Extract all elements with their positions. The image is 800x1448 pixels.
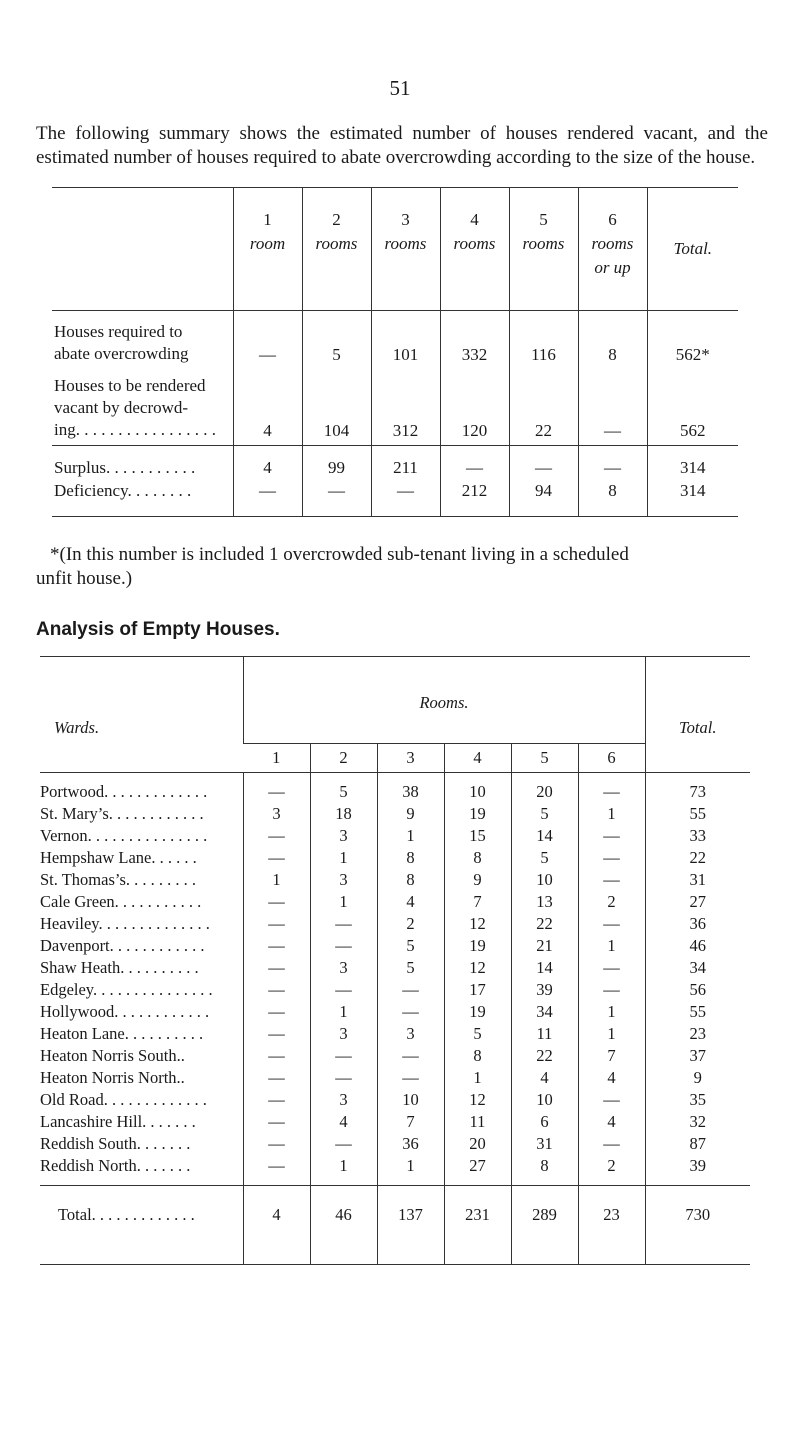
table-row: [40, 1155, 750, 1186]
summary-cell: 99: [302, 446, 371, 480]
summary-row: [52, 446, 738, 480]
room-count-cell: 1: [578, 935, 645, 957]
room-count-cell: 19: [444, 1001, 511, 1023]
room-count-cell: —: [243, 1023, 310, 1045]
summary-total-header: Total.: [647, 188, 738, 311]
room-count-cell: 20: [444, 1133, 511, 1155]
room-count-cell: —: [310, 913, 377, 935]
room-count-cell: 3: [310, 957, 377, 979]
room-count-cell: 11: [511, 1023, 578, 1045]
ward-total-cell: 32: [645, 1111, 750, 1133]
room-count-cell: —: [310, 1045, 377, 1067]
room-count-cell: 21: [511, 935, 578, 957]
room-count-cell: —: [578, 979, 645, 1001]
ward-total-cell: 46: [645, 935, 750, 957]
summary-table: [52, 187, 738, 517]
room-count-cell: 5: [444, 1023, 511, 1045]
room-count-cell: 1: [310, 891, 377, 913]
room-count-cell: 8: [377, 869, 444, 891]
total-cell: 231: [444, 1186, 511, 1265]
ward-name: Hempshaw Lane. . . . . .: [40, 848, 197, 867]
room-count-cell: 5: [511, 847, 578, 869]
room-count-cell: 1: [377, 1155, 444, 1186]
total-cell: 289: [511, 1186, 578, 1265]
table-row: [40, 847, 750, 869]
room-count-cell: 1: [377, 825, 444, 847]
room-count-cell: 3: [243, 803, 310, 825]
room-count-cell: 8: [444, 1045, 511, 1067]
room-count-cell: 34: [511, 1001, 578, 1023]
room-count-cell: 1: [578, 803, 645, 825]
room-count-cell: 10: [444, 773, 511, 804]
room-count-cell: 8: [377, 847, 444, 869]
room-count-cell: 39: [511, 979, 578, 1001]
summary-cell: 8: [578, 479, 647, 517]
section-heading: Analysis of Empty Houses.: [36, 619, 280, 640]
summary-cell: 312: [371, 365, 440, 446]
summary-cell: 212: [440, 479, 509, 517]
ward-total-cell: 55: [645, 803, 750, 825]
room-count-cell: —: [243, 825, 310, 847]
room-count-cell: —: [578, 869, 645, 891]
summary-cell: 4: [233, 365, 302, 446]
room-count-cell: 5: [377, 957, 444, 979]
ward-name: Davenport. . . . . . . . . . . .: [40, 936, 205, 955]
page-number: 51: [389, 76, 411, 100]
ward-name: Cale Green. . . . . . . . . . .: [40, 892, 202, 911]
room-col-header: 3: [377, 744, 444, 773]
room-count-cell: 5: [511, 803, 578, 825]
total-cell: 46: [310, 1186, 377, 1265]
table-row: [40, 803, 750, 825]
room-count-cell: 2: [578, 891, 645, 913]
summary-row: [52, 365, 738, 446]
room-count-cell: —: [243, 1067, 310, 1089]
room-count-cell: —: [243, 979, 310, 1001]
room-count-cell: —: [243, 891, 310, 913]
room-count-cell: 8: [511, 1155, 578, 1186]
total-cell: 730: [645, 1186, 750, 1265]
room-count-cell: —: [243, 1155, 310, 1186]
summary-cell: 104: [302, 365, 371, 446]
total-row: [40, 1186, 750, 1265]
room-count-cell: 7: [377, 1111, 444, 1133]
table-row: [40, 1045, 750, 1067]
room-count-cell: 8: [444, 847, 511, 869]
table-row: [40, 1133, 750, 1155]
room-count-cell: 27: [444, 1155, 511, 1186]
summary-cell: 101: [371, 311, 440, 366]
summary-cell: —: [440, 446, 509, 480]
table-row: [40, 1001, 750, 1023]
room-count-cell: —: [310, 1133, 377, 1155]
room-count-cell: 1: [310, 1001, 377, 1023]
ward-name: Heaviley. . . . . . . . . . . . . .: [40, 914, 210, 933]
room-count-cell: —: [243, 1001, 310, 1023]
room-count-cell: —: [377, 1001, 444, 1023]
footnote-line: *(In this number is included 1 overcrowded sub-tenant living in a scheduled: [50, 544, 629, 565]
summary-row-label: Surplus. . . . . . . . . . .: [54, 458, 196, 477]
room-count-cell: 3: [310, 869, 377, 891]
room-count-cell: 1: [578, 1023, 645, 1045]
room-count-cell: 19: [444, 935, 511, 957]
room-count-cell: —: [310, 1067, 377, 1089]
ward-total-cell: 35: [645, 1089, 750, 1111]
summary-cell: 8: [578, 311, 647, 366]
ward-name: Old Road. . . . . . . . . . . . .: [40, 1090, 207, 1109]
table-row: [40, 913, 750, 935]
summary-row-label: Houses to be rendered vacant by decrowd- ing. . . . . . . . . . . . . . . . .: [52, 365, 233, 446]
footnote: [36, 543, 768, 591]
room-count-cell: 12: [444, 913, 511, 935]
table-row: [40, 1067, 750, 1089]
room-count-cell: 13: [511, 891, 578, 913]
summary-cell: —: [509, 446, 578, 480]
room-count-cell: 22: [511, 1045, 578, 1067]
room-count-cell: 4: [310, 1111, 377, 1133]
room-count-cell: —: [578, 773, 645, 804]
summary-cell: 116: [509, 311, 578, 366]
footnote-line: unfit house.): [36, 568, 133, 589]
room-count-cell: —: [377, 1067, 444, 1089]
ward-total-cell: 22: [645, 847, 750, 869]
ward-name: Heaton Norris South..: [40, 1046, 185, 1065]
room-count-cell: 9: [377, 803, 444, 825]
summary-col-header: 6 rooms or up: [578, 188, 647, 311]
room-count-cell: 3: [310, 1089, 377, 1111]
room-count-cell: 3: [310, 825, 377, 847]
room-col-header: 5: [511, 744, 578, 773]
table-row: [40, 1023, 750, 1045]
summary-cell: 211: [371, 446, 440, 480]
rooms-header: Rooms.: [243, 657, 645, 744]
summary-cell: —: [302, 479, 371, 517]
summary-col-header: 3 rooms: [371, 188, 440, 311]
table-row: [40, 1089, 750, 1111]
total-cell: 4: [243, 1186, 310, 1265]
summary-cell: —: [578, 365, 647, 446]
ward-name: Heaton Lane. . . . . . . . . .: [40, 1024, 204, 1043]
summary-cell: 314: [647, 446, 738, 480]
room-count-cell: 5: [377, 935, 444, 957]
room-count-cell: 22: [511, 913, 578, 935]
ward-total-cell: 37: [645, 1045, 750, 1067]
ward-total-cell: 36: [645, 913, 750, 935]
summary-cell: —: [233, 479, 302, 517]
ward-name: St. Mary’s. . . . . . . . . . . .: [40, 804, 204, 823]
total-row-label: Total. . . . . . . . . . . . .: [40, 1186, 243, 1265]
room-count-cell: —: [578, 825, 645, 847]
ward-name: Hollywood. . . . . . . . . . . .: [40, 1002, 210, 1021]
room-count-cell: 10: [511, 1089, 578, 1111]
total-cell: 137: [377, 1186, 444, 1265]
summary-row-label: Houses required to abate overcrowding: [54, 322, 189, 363]
summary-cell: —: [233, 311, 302, 366]
summary-cell: —: [371, 479, 440, 517]
ward-name: Shaw Heath. . . . . . . . . .: [40, 958, 199, 977]
room-count-cell: 1: [444, 1067, 511, 1089]
room-count-cell: —: [578, 1089, 645, 1111]
room-count-cell: —: [578, 957, 645, 979]
ward-total-cell: 73: [645, 773, 750, 804]
ward-name: Reddish North. . . . . . .: [40, 1156, 191, 1175]
summary-col-header: 2 rooms: [302, 188, 371, 311]
table-row: [40, 979, 750, 1001]
room-count-cell: —: [310, 935, 377, 957]
summary-cell: —: [578, 446, 647, 480]
room-count-cell: —: [243, 913, 310, 935]
summary-header-row: [52, 188, 738, 311]
wards-table: [40, 656, 750, 1265]
room-count-cell: 12: [444, 957, 511, 979]
table-row: [40, 869, 750, 891]
room-count-cell: 10: [511, 869, 578, 891]
room-count-cell: 19: [444, 803, 511, 825]
room-count-cell: —: [578, 1133, 645, 1155]
intro-paragraph: The following summary shows the estimated number of houses rendered vacant, and the estimated number of houses required to abate overcrowding according to the size of the house.: [36, 123, 768, 168]
ward-rows: [40, 773, 750, 1186]
room-count-cell: 20: [511, 773, 578, 804]
summary-cell: 5: [302, 311, 371, 366]
table-row: [40, 1111, 750, 1133]
summary-cell: 22: [509, 365, 578, 446]
ward-name: St. Thomas’s. . . . . . . . .: [40, 870, 197, 889]
wards-header: Wards.: [40, 657, 243, 773]
room-count-cell: 2: [377, 913, 444, 935]
summary-cell: 94: [509, 479, 578, 517]
summary-cell: 562*: [647, 311, 738, 366]
room-count-cell: 17: [444, 979, 511, 1001]
room-col-header: 2: [310, 744, 377, 773]
room-count-cell: 14: [511, 957, 578, 979]
room-count-cell: —: [578, 913, 645, 935]
table-row: [40, 957, 750, 979]
ward-total-cell: 23: [645, 1023, 750, 1045]
ward-name: Heaton Norris North..: [40, 1068, 185, 1087]
ward-name: Edgeley. . . . . . . . . . . . . . .: [40, 980, 213, 999]
summary-col-header: 1 room: [233, 188, 302, 311]
room-count-cell: 7: [578, 1045, 645, 1067]
room-col-header: 6: [578, 744, 645, 773]
room-count-cell: 18: [310, 803, 377, 825]
ward-name: Reddish South. . . . . . .: [40, 1134, 191, 1153]
summary-cell: 4: [233, 446, 302, 480]
room-count-cell: 2: [578, 1155, 645, 1186]
room-col-header: 1: [243, 744, 310, 773]
ward-name: Vernon. . . . . . . . . . . . . . .: [40, 826, 208, 845]
room-count-cell: —: [243, 1089, 310, 1111]
room-count-cell: —: [243, 1111, 310, 1133]
ward-name: Portwood. . . . . . . . . . . . .: [40, 782, 208, 801]
summary-col-header: 4 rooms: [440, 188, 509, 311]
room-count-cell: 36: [377, 1133, 444, 1155]
total-cell: 23: [578, 1186, 645, 1265]
room-count-cell: 1: [310, 1155, 377, 1186]
room-count-cell: —: [243, 1045, 310, 1067]
ward-total-cell: 56: [645, 979, 750, 1001]
room-count-cell: 14: [511, 825, 578, 847]
room-count-cell: —: [377, 979, 444, 1001]
room-count-cell: 4: [511, 1067, 578, 1089]
table-row: [40, 825, 750, 847]
ward-name: Lancashire Hill. . . . . . .: [40, 1112, 196, 1131]
summary-col-header: 5 rooms: [509, 188, 578, 311]
room-count-cell: 7: [444, 891, 511, 913]
table-row: [40, 773, 750, 804]
summary-row: [52, 479, 738, 517]
ward-total-cell: 27: [645, 891, 750, 913]
total-header: Total.: [645, 657, 750, 773]
ward-total-cell: 33: [645, 825, 750, 847]
room-count-cell: —: [578, 847, 645, 869]
room-count-cell: 10: [377, 1089, 444, 1111]
summary-cell: 332: [440, 311, 509, 366]
summary-corner: [52, 188, 233, 311]
room-count-cell: 9: [444, 869, 511, 891]
summary-cell: 314: [647, 479, 738, 517]
room-count-cell: —: [243, 1133, 310, 1155]
room-count-cell: 3: [377, 1023, 444, 1045]
table-row: [40, 935, 750, 957]
ward-total-cell: 55: [645, 1001, 750, 1023]
table-row: [40, 891, 750, 913]
room-count-cell: 6: [511, 1111, 578, 1133]
ward-total-cell: 9: [645, 1067, 750, 1089]
room-count-cell: —: [377, 1045, 444, 1067]
summary-row-label: Deficiency. . . . . . . .: [54, 481, 192, 500]
summary-cell: 562: [647, 365, 738, 446]
ward-total-cell: 34: [645, 957, 750, 979]
room-count-cell: 5: [310, 773, 377, 804]
room-count-cell: 12: [444, 1089, 511, 1111]
room-count-cell: —: [243, 773, 310, 804]
room-count-cell: —: [243, 847, 310, 869]
room-count-cell: 1: [310, 847, 377, 869]
room-count-cell: 4: [578, 1067, 645, 1089]
ward-total-cell: 39: [645, 1155, 750, 1186]
summary-cell: 120: [440, 365, 509, 446]
room-col-header: 4: [444, 744, 511, 773]
room-count-cell: —: [310, 979, 377, 1001]
room-count-cell: 38: [377, 773, 444, 804]
room-count-cell: 4: [578, 1111, 645, 1133]
room-count-cell: 31: [511, 1133, 578, 1155]
ward-total-cell: 87: [645, 1133, 750, 1155]
ward-total-cell: 31: [645, 869, 750, 891]
room-count-cell: 3: [310, 1023, 377, 1045]
room-count-cell: —: [243, 935, 310, 957]
room-count-cell: 1: [243, 869, 310, 891]
room-count-cell: 11: [444, 1111, 511, 1133]
room-count-cell: 4: [377, 891, 444, 913]
room-count-cell: —: [243, 957, 310, 979]
room-count-cell: 15: [444, 825, 511, 847]
summary-row: [52, 311, 738, 366]
room-count-cell: 1: [578, 1001, 645, 1023]
